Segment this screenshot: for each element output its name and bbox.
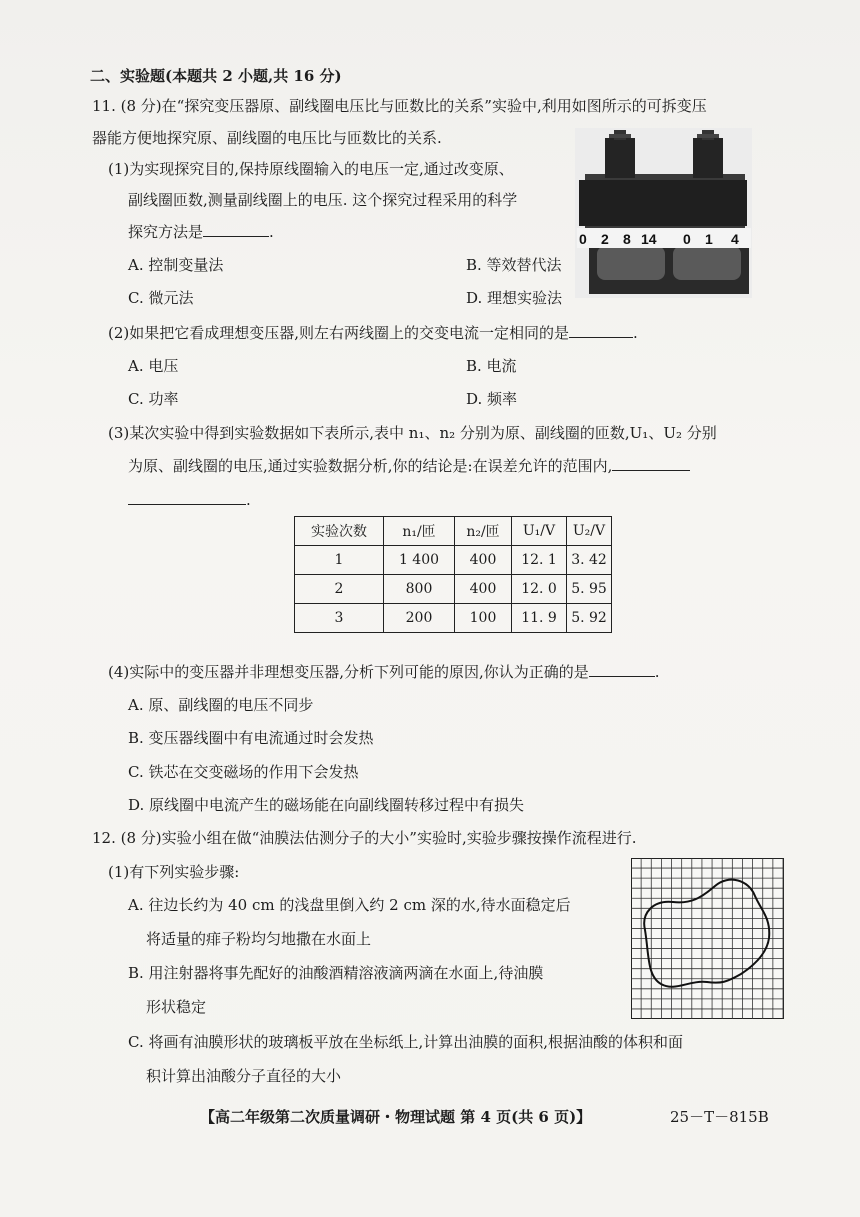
- page-footer: [200, 1106, 769, 1127]
- q11-stem-line2: 器能方便地探究原、副线圈的电压比与匝数比的关系.: [92, 129, 442, 147]
- q11-part1-line2: 副线圈匝数,测量副线圈上的电压. 这个探究过程采用的科学: [128, 191, 518, 209]
- q11-part4-text: (4)实际中的变压器并非理想变压器,分析下列可能的原因,你认为正确的是: [108, 663, 589, 681]
- table-cell: 3. 42: [567, 546, 612, 575]
- option-d: D. 理想实验法: [466, 289, 563, 307]
- table-header: U₂/V: [567, 517, 612, 546]
- answer-blank[interactable]: [203, 222, 269, 237]
- table-cell: 1: [295, 546, 384, 575]
- option-b: B. 等效替代法: [466, 256, 562, 274]
- section-title: 二、实验题(本题共 2 小题,共 16 分): [90, 67, 342, 85]
- table-header: n₁/匝: [384, 517, 455, 546]
- terminal-label: 0: [579, 231, 587, 247]
- terminal-label: 2: [601, 231, 609, 247]
- period: .: [269, 223, 274, 241]
- answer-blank[interactable]: [128, 490, 246, 505]
- q12-part1: (1)有下列实验步骤:: [108, 863, 240, 881]
- q12-step-b-line1: B. 用注射器将事先配好的油酸酒精溶液滴两滴在水面上,待油膜: [128, 964, 544, 982]
- answer-blank[interactable]: [589, 662, 655, 677]
- q12-step-a-line2: 将适量的痱子粉均匀地撒在水面上: [146, 930, 372, 948]
- table-header: n₂/匝: [455, 517, 512, 546]
- table-cell: 200: [384, 604, 455, 633]
- q12-step-a-line1: A. 往边长约为 40 cm 的浅盘里倒入约 2 cm 深的水,待水面稳定后: [128, 896, 571, 914]
- q11-part2-line1: [108, 323, 638, 343]
- table-header: 实验次数: [295, 517, 384, 546]
- table-cell: 2: [295, 575, 384, 604]
- option-c: C. 铁芯在交变磁场的作用下会发热: [128, 763, 359, 781]
- table-cell: 800: [384, 575, 455, 604]
- option-c: C. 微元法: [128, 289, 194, 307]
- terminal-label: 8: [623, 231, 631, 247]
- terminal-label: 14: [641, 231, 657, 247]
- q11-part1-line3: [128, 222, 274, 242]
- table-header: U₁/V: [512, 517, 567, 546]
- q11-part3-line2: [128, 456, 690, 476]
- table-cell: 12. 1: [512, 546, 567, 575]
- q12-step-b-line2: 形状稳定: [146, 998, 207, 1016]
- terminal-label: 1: [705, 231, 713, 247]
- q11-part1-line1: (1)为实现探究目的,保持原线圈输入的电压一定,通过改变原、: [108, 160, 514, 178]
- data-table: [294, 516, 612, 633]
- table-cell: 5. 95: [567, 575, 612, 604]
- q11-part3-line1: (3)某次实验中得到实验数据如下表所示,表中 n₁、n₂ 分别为原、副线圈的匝数,U₁、U₂ 分别: [108, 424, 717, 442]
- period: .: [633, 324, 638, 342]
- table-row: [295, 575, 612, 604]
- footer-label: 【高二年级第二次质量调研・物理试题 第 4 页(共 6 页)】: [200, 1108, 592, 1126]
- option-b: B. 变压器线圈中有电流通过时会发热: [128, 729, 374, 747]
- period: .: [246, 491, 251, 509]
- option-d: D. 原线圈中电流产生的磁场能在向副线圈转移过程中有损失: [128, 796, 525, 814]
- answer-blank[interactable]: [612, 456, 690, 471]
- table-header-row: [295, 517, 612, 546]
- q11-part4-line1: [108, 662, 660, 682]
- period: .: [654, 663, 660, 681]
- option-d: D. 频率: [466, 390, 518, 408]
- answer-blank[interactable]: [569, 323, 633, 338]
- q12-step-c-line1: C. 将画有油膜形状的玻璃板平放在坐标纸上,计算出油膜的面积,根据油酸的体积和面: [128, 1033, 684, 1051]
- terminal-label: 4: [731, 231, 739, 247]
- table-cell: 400: [455, 575, 512, 604]
- table-row: [295, 604, 612, 633]
- q11-stem-line1: 11. (8 分)在“探究变压器原、副线圈电压比与匝数比的关系”实验中,利用如图所示的可拆变压: [92, 97, 707, 115]
- q11-part2-text: (2)如果把它看成理想变压器,则左右两线圈上的交变电流一定相同的是: [108, 324, 570, 342]
- table-cell: 3: [295, 604, 384, 633]
- table-cell: 400: [455, 546, 512, 575]
- q11-part1-text: 探究方法是: [128, 223, 204, 241]
- oil-film-grid-figure: [631, 858, 784, 1019]
- table-cell: 100: [455, 604, 512, 633]
- table-row: [295, 546, 612, 575]
- q12-stem: 12. (8 分)实验小组在做“油膜法估测分子的大小”实验时,实验步骤按操作流程进行.: [92, 829, 637, 847]
- q12-step-c-line2: 积计算出油酸分子直径的大小: [146, 1067, 342, 1085]
- option-a: A. 控制变量法: [128, 256, 224, 274]
- table-cell: 1 400: [384, 546, 455, 575]
- terminal-label: 0: [683, 231, 691, 247]
- q11-part3-line3: [128, 490, 251, 510]
- table-cell: 12. 0: [512, 575, 567, 604]
- table-cell: 11. 9: [512, 604, 567, 633]
- option-b: B. 电流: [466, 357, 517, 375]
- footer-code: 25－T－815B: [670, 1108, 769, 1126]
- q11-part3-text: 为原、副线圈的电压,通过实验数据分析,你的结论是:在误差允许的范围内,: [128, 457, 613, 475]
- option-a: A. 原、副线圈的电压不同步: [128, 696, 314, 714]
- option-c: C. 功率: [128, 390, 179, 408]
- option-a: A. 电压: [128, 357, 179, 375]
- transformer-figure: [575, 128, 752, 298]
- table-cell: 5. 92: [567, 604, 612, 633]
